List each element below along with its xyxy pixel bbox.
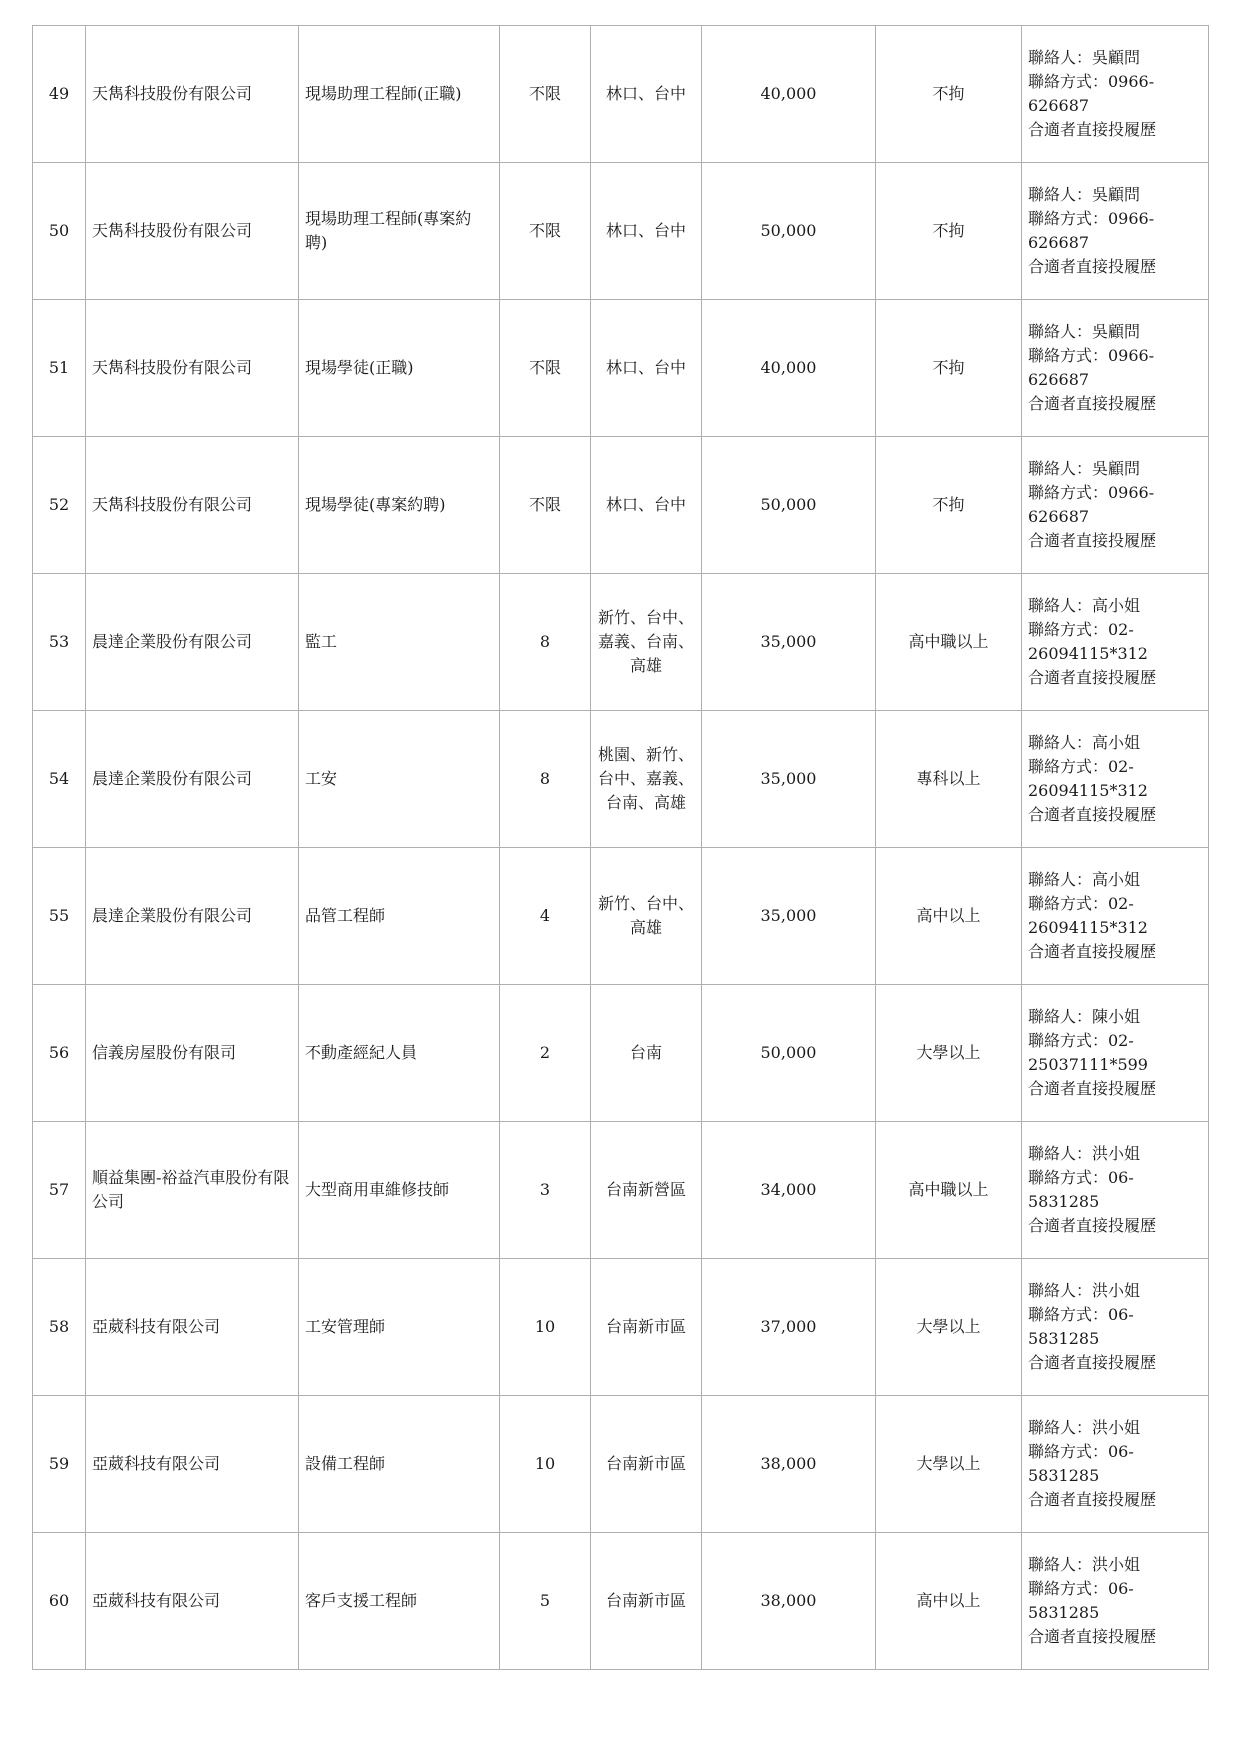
job-title: 品管工程師 — [299, 848, 500, 985]
contact-info — [1022, 437, 1209, 574]
contact-line: 聯絡人：洪小姐 — [1028, 1555, 1141, 1574]
row-number: 50 — [33, 163, 86, 300]
contact-line: 聯絡方式：06- — [1028, 1305, 1134, 1324]
headcount: 10 — [500, 1259, 591, 1396]
work-location: 新竹、台中、高雄 — [591, 848, 702, 985]
contact-line: 聯絡方式：02- — [1028, 620, 1134, 639]
contact-line: 合適者直接投履歷 — [1028, 1216, 1157, 1235]
company-name: 晨達企業股份有限公司 — [86, 574, 299, 711]
table-row — [33, 1259, 1209, 1396]
contact-info — [1022, 163, 1209, 300]
contact-line: 合適者直接投履歷 — [1028, 257, 1157, 276]
contact-line: 聯絡方式：06- — [1028, 1442, 1134, 1461]
contact-line: 5831285 — [1028, 1603, 1100, 1622]
company-name: 亞葳科技有限公司 — [86, 1259, 299, 1396]
job-title: 設備工程師 — [299, 1396, 500, 1533]
contact-line: 合適者直接投履歷 — [1028, 1079, 1157, 1098]
contact-info — [1022, 985, 1209, 1122]
table-row — [33, 300, 1209, 437]
job-title: 不動產經紀人員 — [299, 985, 500, 1122]
contact-line: 聯絡人：高小姐 — [1028, 870, 1141, 889]
company-name: 信義房屋股份有限司 — [86, 985, 299, 1122]
salary: 35,000 — [702, 848, 876, 985]
contact-line: 聯絡方式：02- — [1028, 757, 1134, 776]
row-number: 58 — [33, 1259, 86, 1396]
row-number: 49 — [33, 26, 86, 163]
contact-line: 626687 — [1028, 96, 1090, 115]
education-requirement: 不拘 — [876, 163, 1022, 300]
contact-info — [1022, 1396, 1209, 1533]
contact-line: 合適者直接投履歷 — [1028, 805, 1157, 824]
contact-line: 聯絡方式：0966- — [1028, 483, 1155, 502]
row-number: 52 — [33, 437, 86, 574]
salary: 34,000 — [702, 1122, 876, 1259]
row-number: 56 — [33, 985, 86, 1122]
salary: 37,000 — [702, 1259, 876, 1396]
row-number: 59 — [33, 1396, 86, 1533]
work-location: 林口、台中 — [591, 437, 702, 574]
table-row — [33, 1533, 1209, 1670]
company-name: 天雋科技股份有限公司 — [86, 437, 299, 574]
table-row — [33, 985, 1209, 1122]
job-title: 現場助理工程師(正職) — [299, 26, 500, 163]
contact-line: 聯絡人：吳顧問 — [1028, 185, 1141, 204]
table-row — [33, 574, 1209, 711]
education-requirement: 高中以上 — [876, 848, 1022, 985]
headcount: 4 — [500, 848, 591, 985]
salary: 40,000 — [702, 26, 876, 163]
education-requirement: 不拘 — [876, 437, 1022, 574]
education-requirement: 高中職以上 — [876, 574, 1022, 711]
contact-line: 聯絡人：洪小姐 — [1028, 1281, 1141, 1300]
contact-line: 26094115*312 — [1028, 918, 1148, 937]
education-requirement: 大學以上 — [876, 1259, 1022, 1396]
education-requirement: 專科以上 — [876, 711, 1022, 848]
contact-line: 合適者直接投履歷 — [1028, 1490, 1157, 1509]
contact-line: 5831285 — [1028, 1466, 1100, 1485]
job-title: 大型商用車維修技師 — [299, 1122, 500, 1259]
contact-line: 聯絡人：高小姐 — [1028, 733, 1141, 752]
contact-line: 聯絡方式：0966- — [1028, 209, 1155, 228]
work-location: 台南 — [591, 985, 702, 1122]
job-listing-body — [33, 26, 1209, 1670]
contact-line: 聯絡方式：02- — [1028, 1031, 1134, 1050]
company-name: 天雋科技股份有限公司 — [86, 300, 299, 437]
table-row — [33, 1396, 1209, 1533]
contact-line: 26094115*312 — [1028, 644, 1148, 663]
salary: 50,000 — [702, 163, 876, 300]
job-title: 工安管理師 — [299, 1259, 500, 1396]
work-location: 林口、台中 — [591, 300, 702, 437]
contact-line: 合適者直接投履歷 — [1028, 1353, 1157, 1372]
education-requirement: 不拘 — [876, 26, 1022, 163]
work-location: 台南新市區 — [591, 1533, 702, 1670]
work-location: 林口、台中 — [591, 26, 702, 163]
job-title: 現場學徒(專案約聘) — [299, 437, 500, 574]
contact-info — [1022, 26, 1209, 163]
job-title: 客戶支援工程師 — [299, 1533, 500, 1670]
company-name: 亞葳科技有限公司 — [86, 1396, 299, 1533]
education-requirement: 大學以上 — [876, 985, 1022, 1122]
contact-info — [1022, 711, 1209, 848]
salary: 38,000 — [702, 1396, 876, 1533]
work-location: 台南新營區 — [591, 1122, 702, 1259]
contact-line: 5831285 — [1028, 1329, 1100, 1348]
headcount: 不限 — [500, 26, 591, 163]
job-title: 現場助理工程師(專案約聘) — [299, 163, 500, 300]
salary: 35,000 — [702, 711, 876, 848]
work-location: 新竹、台中、嘉義、台南、高雄 — [591, 574, 702, 711]
company-name: 天雋科技股份有限公司 — [86, 26, 299, 163]
education-requirement: 高中以上 — [876, 1533, 1022, 1670]
contact-line: 聯絡方式：0966- — [1028, 72, 1155, 91]
contact-info — [1022, 300, 1209, 437]
contact-info — [1022, 1259, 1209, 1396]
headcount: 8 — [500, 711, 591, 848]
job-listing-table — [32, 25, 1209, 1670]
contact-info — [1022, 1533, 1209, 1670]
contact-line: 聯絡人：高小姐 — [1028, 596, 1141, 615]
job-title: 工安 — [299, 711, 500, 848]
row-number: 53 — [33, 574, 86, 711]
work-location: 台南新市區 — [591, 1396, 702, 1533]
education-requirement: 高中職以上 — [876, 1122, 1022, 1259]
contact-info — [1022, 848, 1209, 985]
row-number: 55 — [33, 848, 86, 985]
contact-line: 合適者直接投履歷 — [1028, 1627, 1157, 1646]
contact-line: 合適者直接投履歷 — [1028, 120, 1157, 139]
salary: 38,000 — [702, 1533, 876, 1670]
contact-line: 聯絡方式：0966- — [1028, 346, 1155, 365]
contact-line: 聯絡人：陳小姐 — [1028, 1007, 1141, 1026]
education-requirement: 不拘 — [876, 300, 1022, 437]
company-name: 晨達企業股份有限公司 — [86, 848, 299, 985]
contact-line: 25037111*599 — [1028, 1055, 1148, 1074]
contact-info — [1022, 1122, 1209, 1259]
row-number: 57 — [33, 1122, 86, 1259]
contact-line: 聯絡人：吳顧問 — [1028, 322, 1141, 341]
headcount: 8 — [500, 574, 591, 711]
contact-line: 聯絡方式：06- — [1028, 1168, 1134, 1187]
contact-line: 合適者直接投履歷 — [1028, 531, 1157, 550]
salary: 40,000 — [702, 300, 876, 437]
headcount: 5 — [500, 1533, 591, 1670]
contact-line: 聯絡方式：02- — [1028, 894, 1134, 913]
job-title: 監工 — [299, 574, 500, 711]
contact-line: 聯絡人：洪小姐 — [1028, 1144, 1141, 1163]
contact-info — [1022, 574, 1209, 711]
contact-line: 合適者直接投履歷 — [1028, 394, 1157, 413]
salary: 50,000 — [702, 985, 876, 1122]
work-location: 林口、台中 — [591, 163, 702, 300]
company-name: 順益集團-裕益汽車股份有限公司 — [86, 1122, 299, 1259]
work-location: 台南新市區 — [591, 1259, 702, 1396]
table-row — [33, 437, 1209, 574]
row-number: 54 — [33, 711, 86, 848]
company-name: 晨達企業股份有限公司 — [86, 711, 299, 848]
table-row — [33, 1122, 1209, 1259]
contact-line: 合適者直接投履歷 — [1028, 942, 1157, 961]
headcount: 3 — [500, 1122, 591, 1259]
contact-line: 聯絡人：吳顧問 — [1028, 48, 1141, 67]
contact-line: 聯絡人：洪小姐 — [1028, 1418, 1141, 1437]
contact-line: 26094115*312 — [1028, 781, 1148, 800]
headcount: 不限 — [500, 163, 591, 300]
contact-line: 626687 — [1028, 233, 1090, 252]
table-row — [33, 26, 1209, 163]
contact-line: 合適者直接投履歷 — [1028, 668, 1157, 687]
salary: 35,000 — [702, 574, 876, 711]
table-row — [33, 163, 1209, 300]
table-row — [33, 848, 1209, 985]
contact-line: 626687 — [1028, 370, 1090, 389]
work-location: 桃園、新竹、台中、嘉義、台南、高雄 — [591, 711, 702, 848]
company-name: 天雋科技股份有限公司 — [86, 163, 299, 300]
contact-line: 5831285 — [1028, 1192, 1100, 1211]
row-number: 60 — [33, 1533, 86, 1670]
company-name: 亞葳科技有限公司 — [86, 1533, 299, 1670]
contact-line: 聯絡人：吳顧問 — [1028, 459, 1141, 478]
salary: 50,000 — [702, 437, 876, 574]
job-title: 現場學徒(正職) — [299, 300, 500, 437]
contact-line: 626687 — [1028, 507, 1090, 526]
headcount: 不限 — [500, 300, 591, 437]
row-number: 51 — [33, 300, 86, 437]
headcount: 10 — [500, 1396, 591, 1533]
table-row — [33, 711, 1209, 848]
headcount: 2 — [500, 985, 591, 1122]
education-requirement: 大學以上 — [876, 1396, 1022, 1533]
headcount: 不限 — [500, 437, 591, 574]
contact-line: 聯絡方式：06- — [1028, 1579, 1134, 1598]
